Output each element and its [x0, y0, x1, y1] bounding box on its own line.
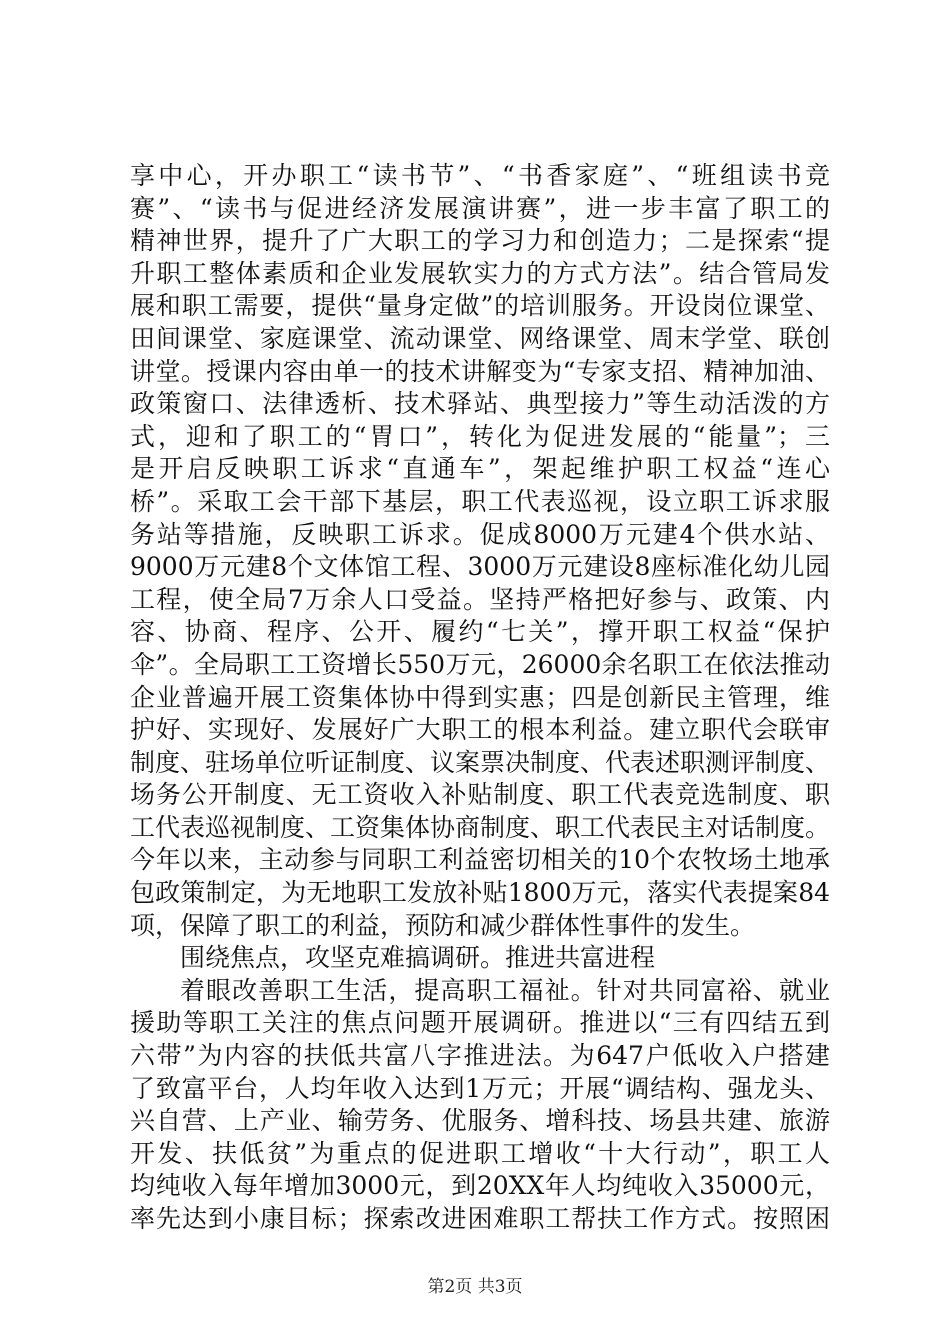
text-line: 六带”为内容的扶低共富八字推进法。为647户低收入户搭建	[130, 1041, 830, 1071]
text-line: 讲堂。授课内容由单一的技术讲解变为“专家支招、精神加油、	[130, 356, 830, 386]
text-line: 今年以来，主动参与同职工利益密切相关的10个农牧场土地承	[130, 845, 830, 875]
text-line: 包政策制定，为无地职工发放补贴1800万元，落实代表提案84	[130, 878, 830, 908]
page-footer: 第2页 共3页	[427, 1277, 523, 1297]
text-line: 场务公开制度、无工资收入补贴制度、职工代表竞选制度、职	[130, 780, 830, 810]
text-line: 务站等措施，反映职工诉求。促成8000万元建4个供水站、	[130, 519, 830, 549]
text-line: 赛”、“读书与促进经济发展演讲赛”，进一步丰富了职工的	[130, 193, 830, 223]
text-line: 率先达到小康目标；探索改进困难职工帮扶工作方式。按照困	[130, 1204, 830, 1233]
text-line: 均纯收入每年增加3000元，到20XX年人均纯收入35000元，	[130, 1171, 830, 1201]
text-line: 田间课堂、家庭课堂、流动课堂、网络课堂、周末学堂、联创	[130, 323, 830, 353]
text-line: 9000万元建8个文体馆工程、3000万元建设8座标准化幼儿园	[130, 552, 830, 582]
text-line: 展和职工需要，提供“量身定做”的培训服务。开设岗位课堂、	[130, 291, 830, 321]
text-line: 项，保障了职工的利益，预防和减少群体性事件的发生。	[130, 910, 756, 940]
text-line: 桥”。采取工会干部下基层，职工代表巡视，设立职工诉求服	[130, 486, 830, 516]
text-line: 享中心，开办职工“读书节”、“书香家庭”、“班组读书竞	[130, 161, 830, 190]
text-line: 政策窗口、法律透析、技术驿站、典型接力”等生动活泼的方	[130, 389, 830, 419]
text-line: 援助等职工关注的焦点问题开展调研。推进以“三有四结五到	[130, 1008, 830, 1038]
text-line: 工程，使全局7万余人口受益。坚持严格把好参与、政策、内	[130, 584, 830, 614]
text-line: 了致富平台，人均年收入达到1万元；开展“调结构、强龙头、	[130, 1073, 830, 1103]
text-line: 护好、实现好、发展好广大职工的根本利益。建立职代会联审	[130, 715, 830, 745]
text-line: 兴自营、上产业、输劳务、优服务、增科技、场县共建、旅游	[130, 1106, 830, 1136]
text-line: 着眼改善职工生活，提高职工福祉。针对共同富裕、就业	[180, 975, 830, 1005]
body-text	[130, 160, 830, 1236]
text-line: 开发、扶低贫”为重点的促进职工增收“十大行动”，职工人	[130, 1138, 830, 1168]
text-line: 是开启反映职工诉求“直通车”，架起维护职工权益“连心	[130, 454, 830, 484]
text-line: 制度、驻场单位听证制度、议案票决制度、代表述职测评制度、	[130, 747, 831, 777]
text-line: 精神世界，提升了广大职工的学习力和创造力；二是探索“提	[130, 226, 830, 256]
text-line: 伞”。全局职工工资增长550万元，26000余名职工在依法推动	[130, 649, 830, 679]
section-heading: 围绕焦点，攻坚克难搞调研。推进共富进程	[180, 943, 656, 973]
text-line: 容、协商、程序、公开、履约“七关”，撑开职工权益“保护	[130, 617, 830, 647]
text-line: 式，迎和了职工的“胃口”，转化为促进发展的“能量”；三	[130, 421, 830, 451]
text-line: 企业普遍开展工资集体协中得到实惠；四是创新民主管理，维	[130, 682, 830, 712]
text-line: 升职工整体素质和企业发展软实力的方式方法”。结合管局发	[130, 258, 830, 288]
text-line: 工代表巡视制度、工资集体协商制度、职工代表民主对话制度。	[130, 812, 831, 842]
